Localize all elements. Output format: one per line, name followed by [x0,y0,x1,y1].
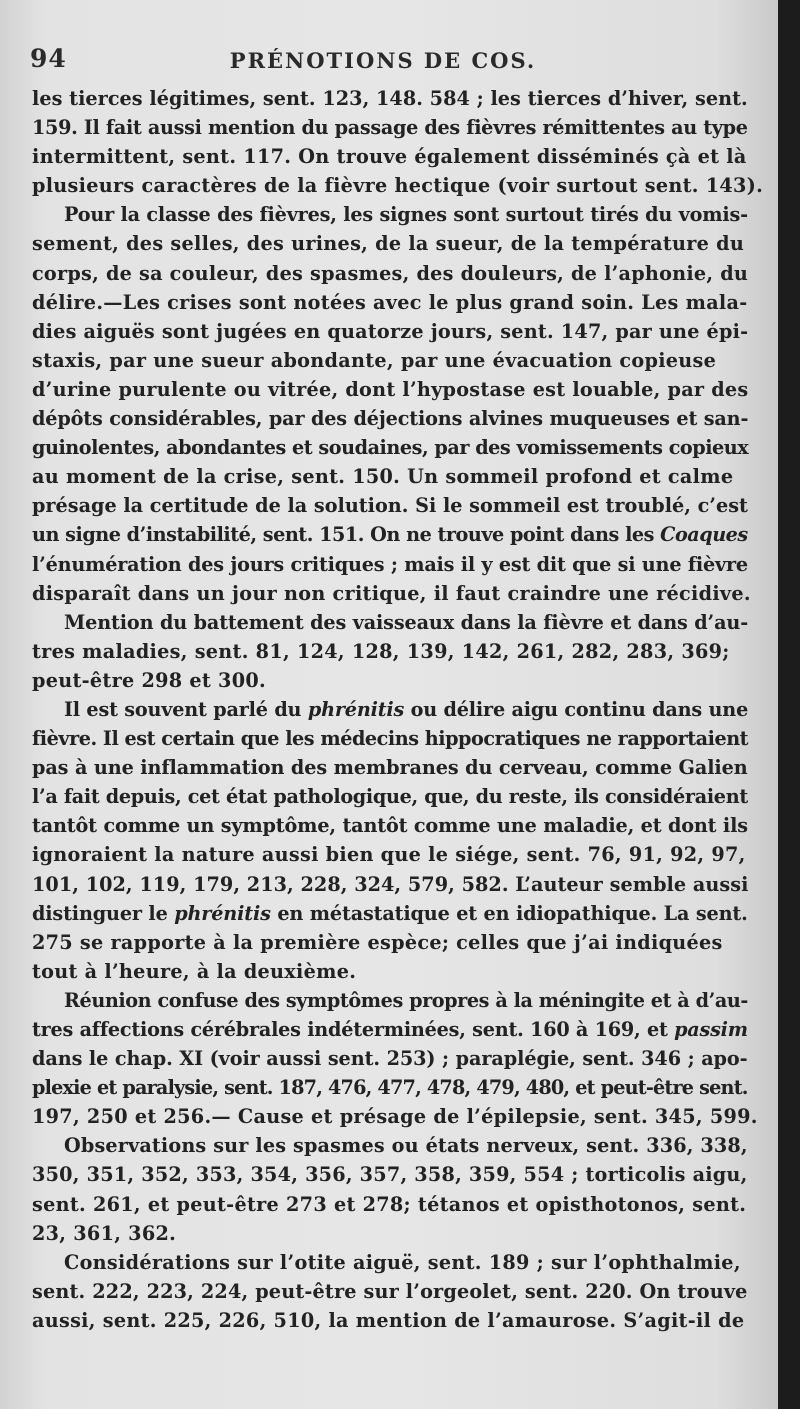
running-title: PRÉNOTIONS DE COS. [229,48,537,73]
text-line: staxis, par une sueur abondante, par une évacuation copieuse [32,348,717,372]
text-line: intermittent, sent. 117. On trouve également disséminés çà et là [32,145,747,169]
paragraph [32,1248,748,1335]
page-header [30,44,736,78]
text-line: 350, 351, 352, 353, 354, 356, 357, 358, 359, 554 ; torticolis aigu, [32,1163,748,1187]
text-line: sement, des selles, des urines, de la sueur, de la température du [32,232,745,256]
text-line: sent. 222, 223, 224, peut-être sur l’orgeolet, sent. 220. On trouve [32,1279,748,1303]
text-line: 159. Il fait aussi mention du passage des fièvres rémittentes au type [32,116,748,140]
text-line: Il est souvent parlé du phrénitis ou délire aigu continu dans une [64,697,749,721]
text-line: tres affections cérébrales indéterminées, sent. 160 à 169, et passim [32,1018,748,1041]
text-line: l’a fait depuis, cet état pathologique, que, du reste, ils considéraient [32,785,748,809]
text-line: 197, 250 et 256.— Cause et présage de l’épilepsie, sent. 345, 599. [32,1105,758,1129]
text-line: 101, 102, 119, 179, 213, 228, 324, 579, 582. L’auteur semble aussi [32,872,749,896]
text-line: guinolentes, abondantes et soudaines, par des vomissements copieux [32,436,749,460]
page-number: 94 [30,44,67,73]
text-line: tout à l’heure, à la deuxième. [32,959,357,983]
text-line: dans le chap. XI (voir aussi sent. 253) ; paraplégie, sent. 346 ; apo- [32,1047,748,1071]
text-line: fièvre. Il est certain que les médecins hippocratiques ne rapportaient [32,727,749,751]
text-line: Observations sur les spasmes ou états nerveux, sent. 336, 338, [64,1134,748,1158]
text-line: disparaît dans un jour non critique, il faut craindre une récidive. [32,581,751,605]
text-line: tantôt comme un symptôme, tantôt comme une maladie, et dont ils [32,814,748,838]
text-line: Réunion confuse des symptômes propres à la méningite et à d’au- [64,988,748,1012]
text-line: 275 se rapporte à la première espèce; celles que j’ai indiquées [32,930,723,954]
text-line: peut-être 298 et 300. [32,668,266,692]
paragraph [32,608,748,695]
text-line: Mention du battement des vaisseaux dans la fièvre et dans d’au- [64,610,749,634]
text-line: ignoraient la nature aussi bien que le siége, sent. 76, 91, 92, 97, [32,843,746,867]
text-line: les tierces légitimes, sent. 123, 148. 584 ; les tierces d’hiver, sent. [32,87,748,110]
text-line: distinguer le phrénitis en métastatique et en idiopathique. La sent. [32,901,748,925]
text-line: Considérations sur l’otite aiguë, sent. 189 ; sur l’ophthalmie, [64,1250,741,1274]
text-line: dépôts considérables, par des déjections alvines muqueuses et san- [32,407,749,431]
text-line: 23, 361, 362. [32,1221,177,1245]
paragraph [32,84,764,200]
text-line: Pour la classe des fièvres, les signes sont surtout tirés du vomis- [64,203,748,227]
text-line: tres maladies, sent. 81, 124, 128, 139, 142, 261, 282, 283, 369; [32,639,730,663]
paragraph [32,200,751,607]
text-line: l’énumération des jours critiques ; mais il y est dit que si une fièvre [32,552,748,576]
text-line: aussi, sent. 225, 226, 510, la mention de l’amaurose. S’agit-il de [32,1308,745,1332]
text-line: sent. 261, et peut-être 273 et 278; tétanos et opisthotonos, sent. [32,1192,747,1216]
text-line: délire.—Les crises sont notées avec le plus grand soin. Les mala- [32,290,748,314]
text-line: pas à une inflammation des membranes du cerveau, comme Galien [32,756,748,780]
text-line: dies aiguës sont jugées en quatorze jours, sent. 147, par une épi- [32,319,749,343]
text-line: plexie et paralysie, sent. 187, 476, 477, 478, 479, 480, et peut-être sent. [32,1076,748,1100]
page-body [32,84,764,1335]
text-line: plusieurs caractères de la fièvre hectique (voir surtout sent. 143). [32,174,764,198]
text-line: au moment de la crise, sent. 150. Un sommeil profond et calme [32,465,734,489]
text-line: un signe d’instabilité, sent. 151. On ne trouve point dans les Coaques [32,523,748,547]
paragraph [32,1131,748,1247]
text-line: corps, de sa couleur, des spasmes, des douleurs, de l’aphonie, du [32,261,749,285]
paragraph [32,695,748,986]
text-line: présage la certitude de la solution. Si le sommeil est troublé, c’est [32,494,748,518]
text-line: d’urine purulente ou vitrée, dont l’hypostase est louable, par des [32,377,749,401]
paragraph [32,986,758,1131]
